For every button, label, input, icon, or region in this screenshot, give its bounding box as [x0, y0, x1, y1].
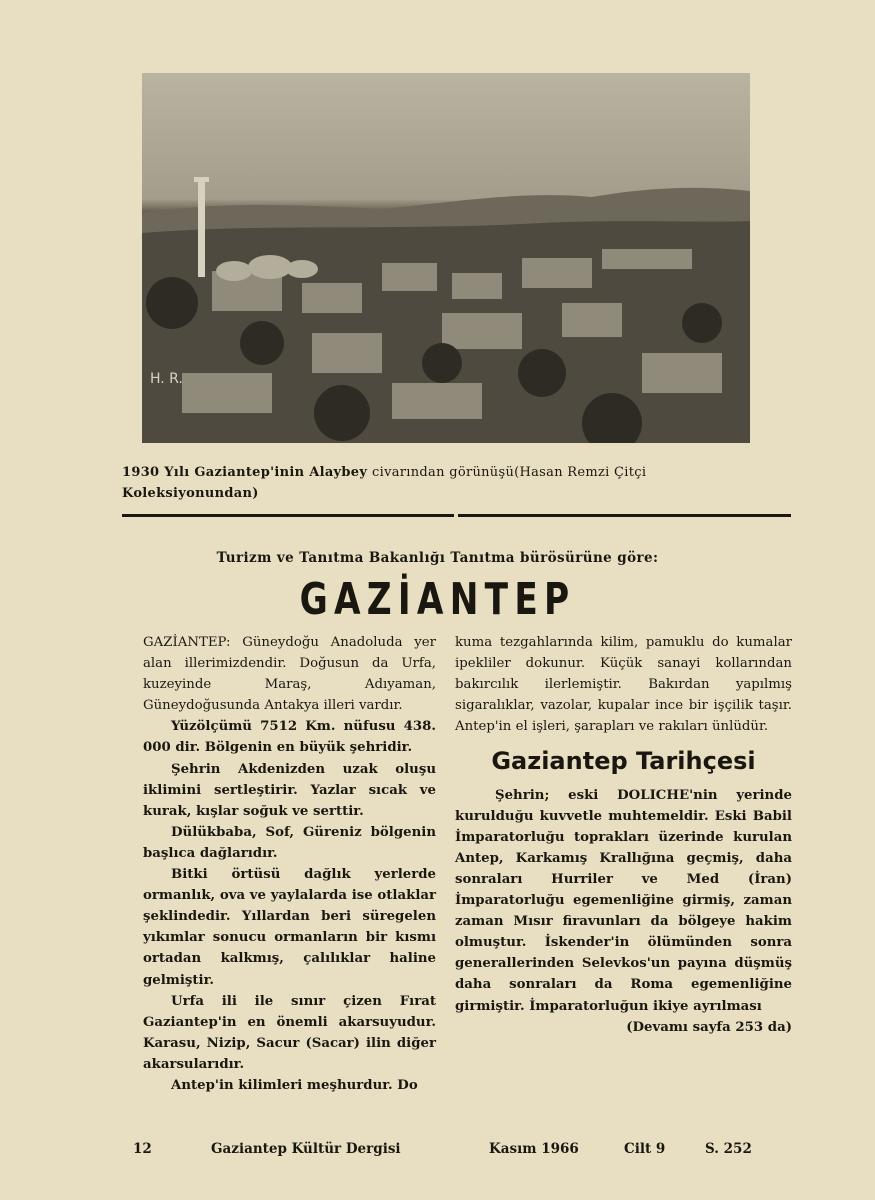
continued-note: (Devamı sayfa 253 da) — [626, 1019, 792, 1035]
source-subhead: Turizm ve Tanıtma Bakanlığı Tanıtma bürösürüne göre: — [216, 550, 659, 566]
photo-caption — [122, 462, 772, 504]
paragraph: Şehrin Akdenizden uzak oluşu iklimini sertleştirir. Yazlar sıcak ve kurak, kışlar soğuk ve serttir. — [143, 761, 436, 819]
paragraph: GAZİANTEP: Güneydoğu Anadoluda yer alan illerimizdendir. Doğusun da Urfa, kuzeyinde Maraş, Adıyaman, Güneydoğusunda Antakya illeri vardır. — [143, 635, 436, 714]
section-title: Gaziantep Tarihçesi — [491, 747, 756, 776]
caption-line-1: 1930 Yılı Gaziantep'inin Alaybey — [122, 465, 368, 480]
article-title: GAZİANTEP — [299, 574, 576, 625]
divider-left — [122, 514, 454, 517]
paragraph: Şehrin; eski DOLICHE'nin yerinde kurulduğu kuvvetle muhtemeldir. Eski Babil İmparatorluğu toprakları üzerinde kurulan Antep, Karkamış Krallığına geçmiş, daha sonraları Hurriler ve Med (İran) İmparatorluğu egemenliğine girmiş, zaman zaman Mısır firavunları da bölgeye hakim olmuştur. İskender'in ölümünden sonra generallerinden Selevkos'un payına düşmüş daha sonraları da Roma egemenliğine girmiştir. İmparatorluğun ikiye ayrılması — [455, 787, 792, 1014]
paragraph: Antep'in kilimleri meşhurdur. Do — [171, 1077, 418, 1093]
caption-line-2: civarından görünüşü(Hasan Remzi Çitçi — [372, 465, 647, 480]
paragraph: Urfa ili ile sınır çizen Fırat Gaziantep'in en önemli akarsuyudur. Karasu, Nizip, Sacur (Sacar) ilin diğer akarsularıdır. — [143, 993, 436, 1072]
paragraph: Dülükbaba, Sof, Güreniz bölgenin başlıca dağlarıdır. — [143, 824, 436, 861]
paragraph: kuma tezgahlarında kilim, pamuklu do kumalar ipekliler dokunur. Küçük sanayi kollarından bakırcılık ilerlemiştir. Bakırdan yapılmış sigaralıklar, vazolar, kupalar ince bir işçilik taşır. Antep'in el işleri, şarapları ve rakıları ünlüdür. — [455, 635, 792, 735]
footer-date: Kasım 1966 — [489, 1141, 579, 1157]
paragraph: Yüzölçümü 7512 Km. nüfusu 438. 000 dir. Bölgenin en büyük şehridir. — [143, 719, 436, 756]
right-column — [455, 632, 792, 1038]
paragraph: Bitki örtüsü dağlık yerlerde ormanlık, ova ve yaylalarda ise otlaklar şeklindedir. Yıllardan beri süregelen yıkımlar sonucu ormanların bir kısmı ortadan kalkmış, çalılıklar haline gelmiştir. — [143, 867, 436, 988]
historical-city-photo — [142, 73, 750, 443]
footer-issue: S. 252 — [705, 1141, 752, 1157]
divider-right — [458, 514, 791, 517]
left-column — [143, 632, 436, 1096]
footer-page-number: 12 — [133, 1141, 152, 1157]
photo-watermark: H. R. — [150, 371, 183, 387]
footer-volume: Cilt 9 — [624, 1141, 666, 1157]
caption-line-3: Koleksiyonundan) — [122, 486, 259, 501]
footer-journal: Gaziantep Kültür Dergisi — [211, 1141, 401, 1157]
